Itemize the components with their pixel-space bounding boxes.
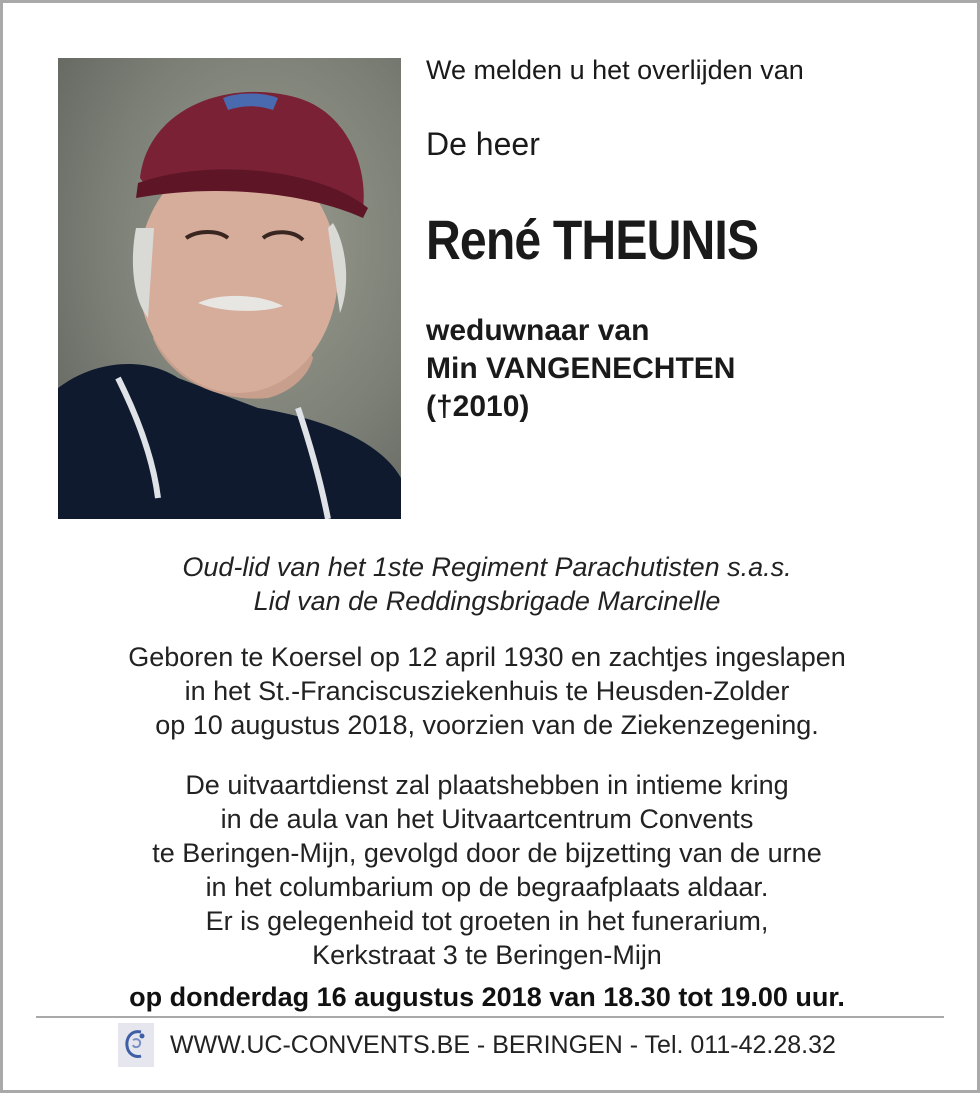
deceased-name: René THEUNIS: [426, 208, 759, 271]
convents-logo-icon: [118, 1023, 154, 1067]
service-paragraph: [30, 768, 944, 972]
birth-line: op 10 augustus 2018, voorzien van de Ziekenzegening.: [155, 710, 819, 740]
footer-contact: WWW.UC-CONVENTS.BE - BERINGEN - Tel. 011-42.28.32: [170, 1030, 836, 1059]
portrait-photo: [58, 58, 401, 519]
birth-line: Geboren te Koersel op 12 april 1930 en zachtjes ingeslapen: [128, 642, 846, 672]
service-line: in de aula van het Uitvaartcentrum Convents: [220, 804, 754, 834]
service-line: in het columbarium op de begraafplaats aldaar.: [205, 872, 769, 902]
visit-time: op donderdag 16 augustus 2018 van 18.30 tot 19.00 uur.: [129, 982, 845, 1012]
service-line: Kerkstraat 3 te Beringen-Mijn: [312, 940, 662, 970]
spouse-line: Min VANGENECHTEN: [426, 352, 736, 385]
memberships: [30, 550, 944, 618]
spouse-line: (†2010): [426, 390, 530, 423]
footer: [118, 1022, 836, 1068]
birth-death-paragraph: [30, 640, 944, 742]
title-text: De heer: [426, 126, 540, 162]
service-line: De uitvaartdienst zal plaatshebben in intieme kring: [185, 770, 789, 800]
service-line: Er is gelegenheid tot groeten in het funerarium,: [205, 906, 769, 936]
footer-divider: [36, 1016, 944, 1018]
spouse-line: weduwnaar van: [426, 314, 650, 347]
birth-line: in het St.-Franciscusziekenhuis te Heusden-Zolder: [184, 676, 790, 706]
intro-text: We melden u het overlijden van: [426, 55, 804, 85]
membership-line: Oud-lid van het 1ste Regiment Parachutisten s.a.s.: [182, 552, 792, 582]
spouse-info: [426, 312, 735, 426]
membership-line: Lid van de Reddingsbrigade Marcinelle: [253, 586, 721, 616]
service-line: te Beringen-Mijn, gevolgd door de bijzetting van de urne: [152, 838, 822, 868]
